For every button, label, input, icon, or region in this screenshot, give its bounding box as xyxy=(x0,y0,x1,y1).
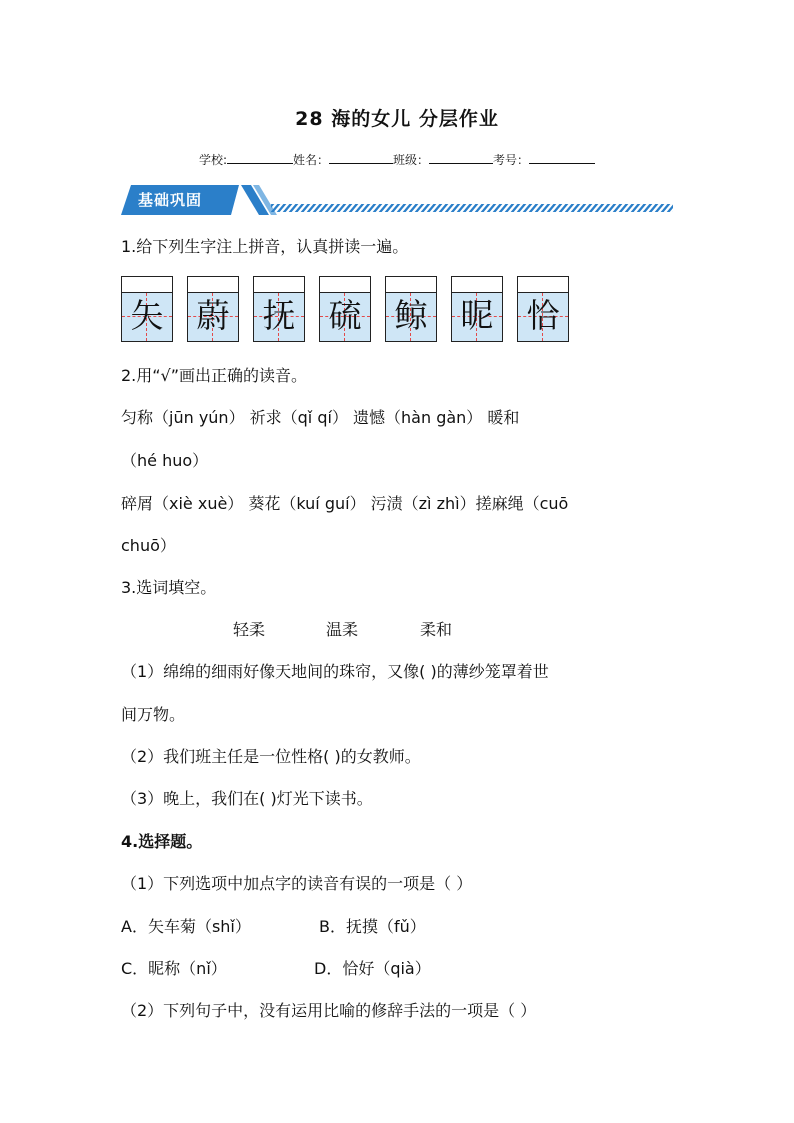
student-info-line xyxy=(0,151,794,168)
question-2-line: 匀称（jūn yún） 祈求（qǐ qí） 遗憾（hàn gàn） 暖和 xyxy=(121,408,520,427)
char-cell xyxy=(187,276,239,342)
grid-character: 恰 xyxy=(526,296,560,335)
grid-character: 鲸 xyxy=(394,296,428,335)
option-c: C．昵称（nǐ） xyxy=(121,959,227,978)
question-4-sub: （2）下列句子中，没有运用比喻的修辞手法的一项是（ ） xyxy=(121,1001,537,1020)
exam-label: 考号： xyxy=(493,153,530,167)
option-d: D．恰好（qià） xyxy=(314,959,431,978)
page-title: 28 海的女儿 分层作业 xyxy=(295,108,499,130)
name-label: 姓名： xyxy=(293,153,330,167)
char-cell xyxy=(319,276,371,342)
grid-character: 硫 xyxy=(328,296,362,335)
word-choice: 温柔 xyxy=(326,620,359,639)
char-cell xyxy=(253,276,305,342)
grid-character: 昵 xyxy=(460,296,494,335)
question-4-sub: （1）下列选项中加点字的读音有误的一项是（ ） xyxy=(121,874,473,893)
question-2-line: chuō） xyxy=(121,536,176,555)
question-3-prompt: 3.选词填空。 xyxy=(121,578,217,597)
question-3-sentence: （2）我们班主任是一位性格( )的女教师。 xyxy=(121,747,421,766)
question-2-line: （hé huo） xyxy=(121,451,209,470)
grid-character: 抚 xyxy=(262,296,296,335)
question-3-sentence-cont: 间万物。 xyxy=(121,705,186,724)
option-b: B．抚摸（fǔ） xyxy=(319,917,426,936)
banner-stripe xyxy=(271,204,673,212)
section-label: 基础巩固 xyxy=(138,191,203,209)
exam-blank xyxy=(529,151,595,164)
question-2-prompt: 2.用“√”画出正确的读音。 xyxy=(121,366,308,385)
word-choice: 柔和 xyxy=(420,620,453,639)
class-blank xyxy=(429,151,493,164)
name-blank xyxy=(329,151,393,164)
char-cell xyxy=(385,276,437,342)
char-cell xyxy=(517,276,569,342)
word-choice: 轻柔 xyxy=(233,620,266,639)
question-4-prompt: 4.选择题。 xyxy=(121,832,203,851)
question-3-sentence: （3）晚上，我们在( )灯光下读书。 xyxy=(121,789,373,808)
class-label: 班级： xyxy=(393,153,430,167)
school-blank xyxy=(227,151,293,164)
question-3-sentence: （1）绵绵的细雨好像天地间的珠帘，又像( )的薄纱笼罩着世 xyxy=(121,662,549,681)
option-a: A．矢车菊（shǐ） xyxy=(121,917,251,936)
char-cell xyxy=(451,276,503,342)
school-label: 学校: xyxy=(198,153,227,167)
grid-character: 蔚 xyxy=(196,296,230,335)
grid-character: 矢 xyxy=(130,296,164,335)
char-cell xyxy=(121,276,173,342)
question-2-line: 碎屑（xiè xuè） 葵花（kuí guí） 污渍（zì zhì）搓麻绳（cuō xyxy=(121,494,569,513)
question-1-prompt: 1.给下列生字注上拼音，认真拼读一遍。 xyxy=(121,237,409,256)
section-banner xyxy=(121,183,677,217)
